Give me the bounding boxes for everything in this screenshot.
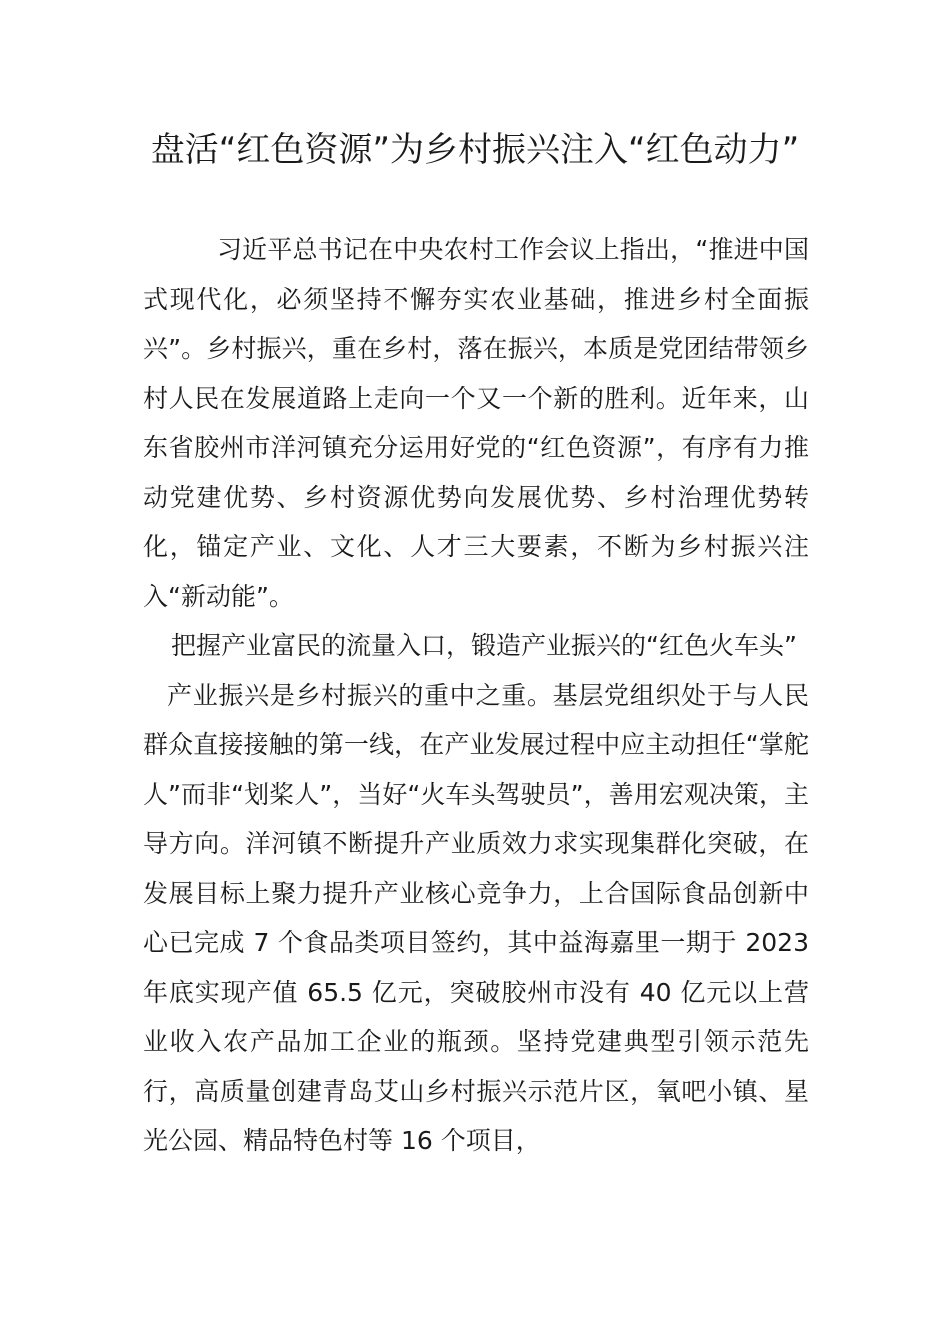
document-title: 盘活“红色资源”为乡村振兴注入“红色动力”: [150, 130, 800, 170]
document-body: [143, 225, 809, 1166]
paragraph-intro: 习近平总书记在中央农村工作会议上指出，“推进中国式现代化，必须坚持不懈夯实农业基础，推进乡村全面振兴”。乡村振兴，重在乡村，落在振兴，本质是党团结带领乡村人民在发展道路上走向一个又一个新的胜利。近年来，山东省胶州市洋河镇充分运用好党的“红色资源”，有序有力推动党建优势、乡村资源优势向发展优势、乡村治理优势转化，锚定产业、文化、人才三大要素，不断为乡村振兴注入“新动能”。: [143, 235, 809, 611]
paragraph-industry: 产业振兴是乡村振兴的重中之重。基层党组织处于与人民群众直接接触的第一线，在产业发展过程中应主动担任“掌舵人”而非“划桨人”，当好“火车头驾驶员”，善用宏观决策，主导方向。洋河镇不断提升产业质效力求实现集群化突破，在发展目标上聚力提升产业核心竞争力，上合国际食品创新中心已完成 7 个食品类项目签约，其中益海嘉里一期于 2023 年底实现产值 65.5 亿元，突破胶州市没有 40 亿元以上营业收入农产品加工企业的瓶颈。坚持党建典型引领示范先行，高质量创建青岛艾山乡村振兴示范片区，氧吧小镇、星光公园、精品特色村等 16 个项目，: [143, 680, 809, 1155]
section-heading: 把握产业富民的流量入口，锻造产业振兴的“红色火车头”: [171, 631, 797, 660]
